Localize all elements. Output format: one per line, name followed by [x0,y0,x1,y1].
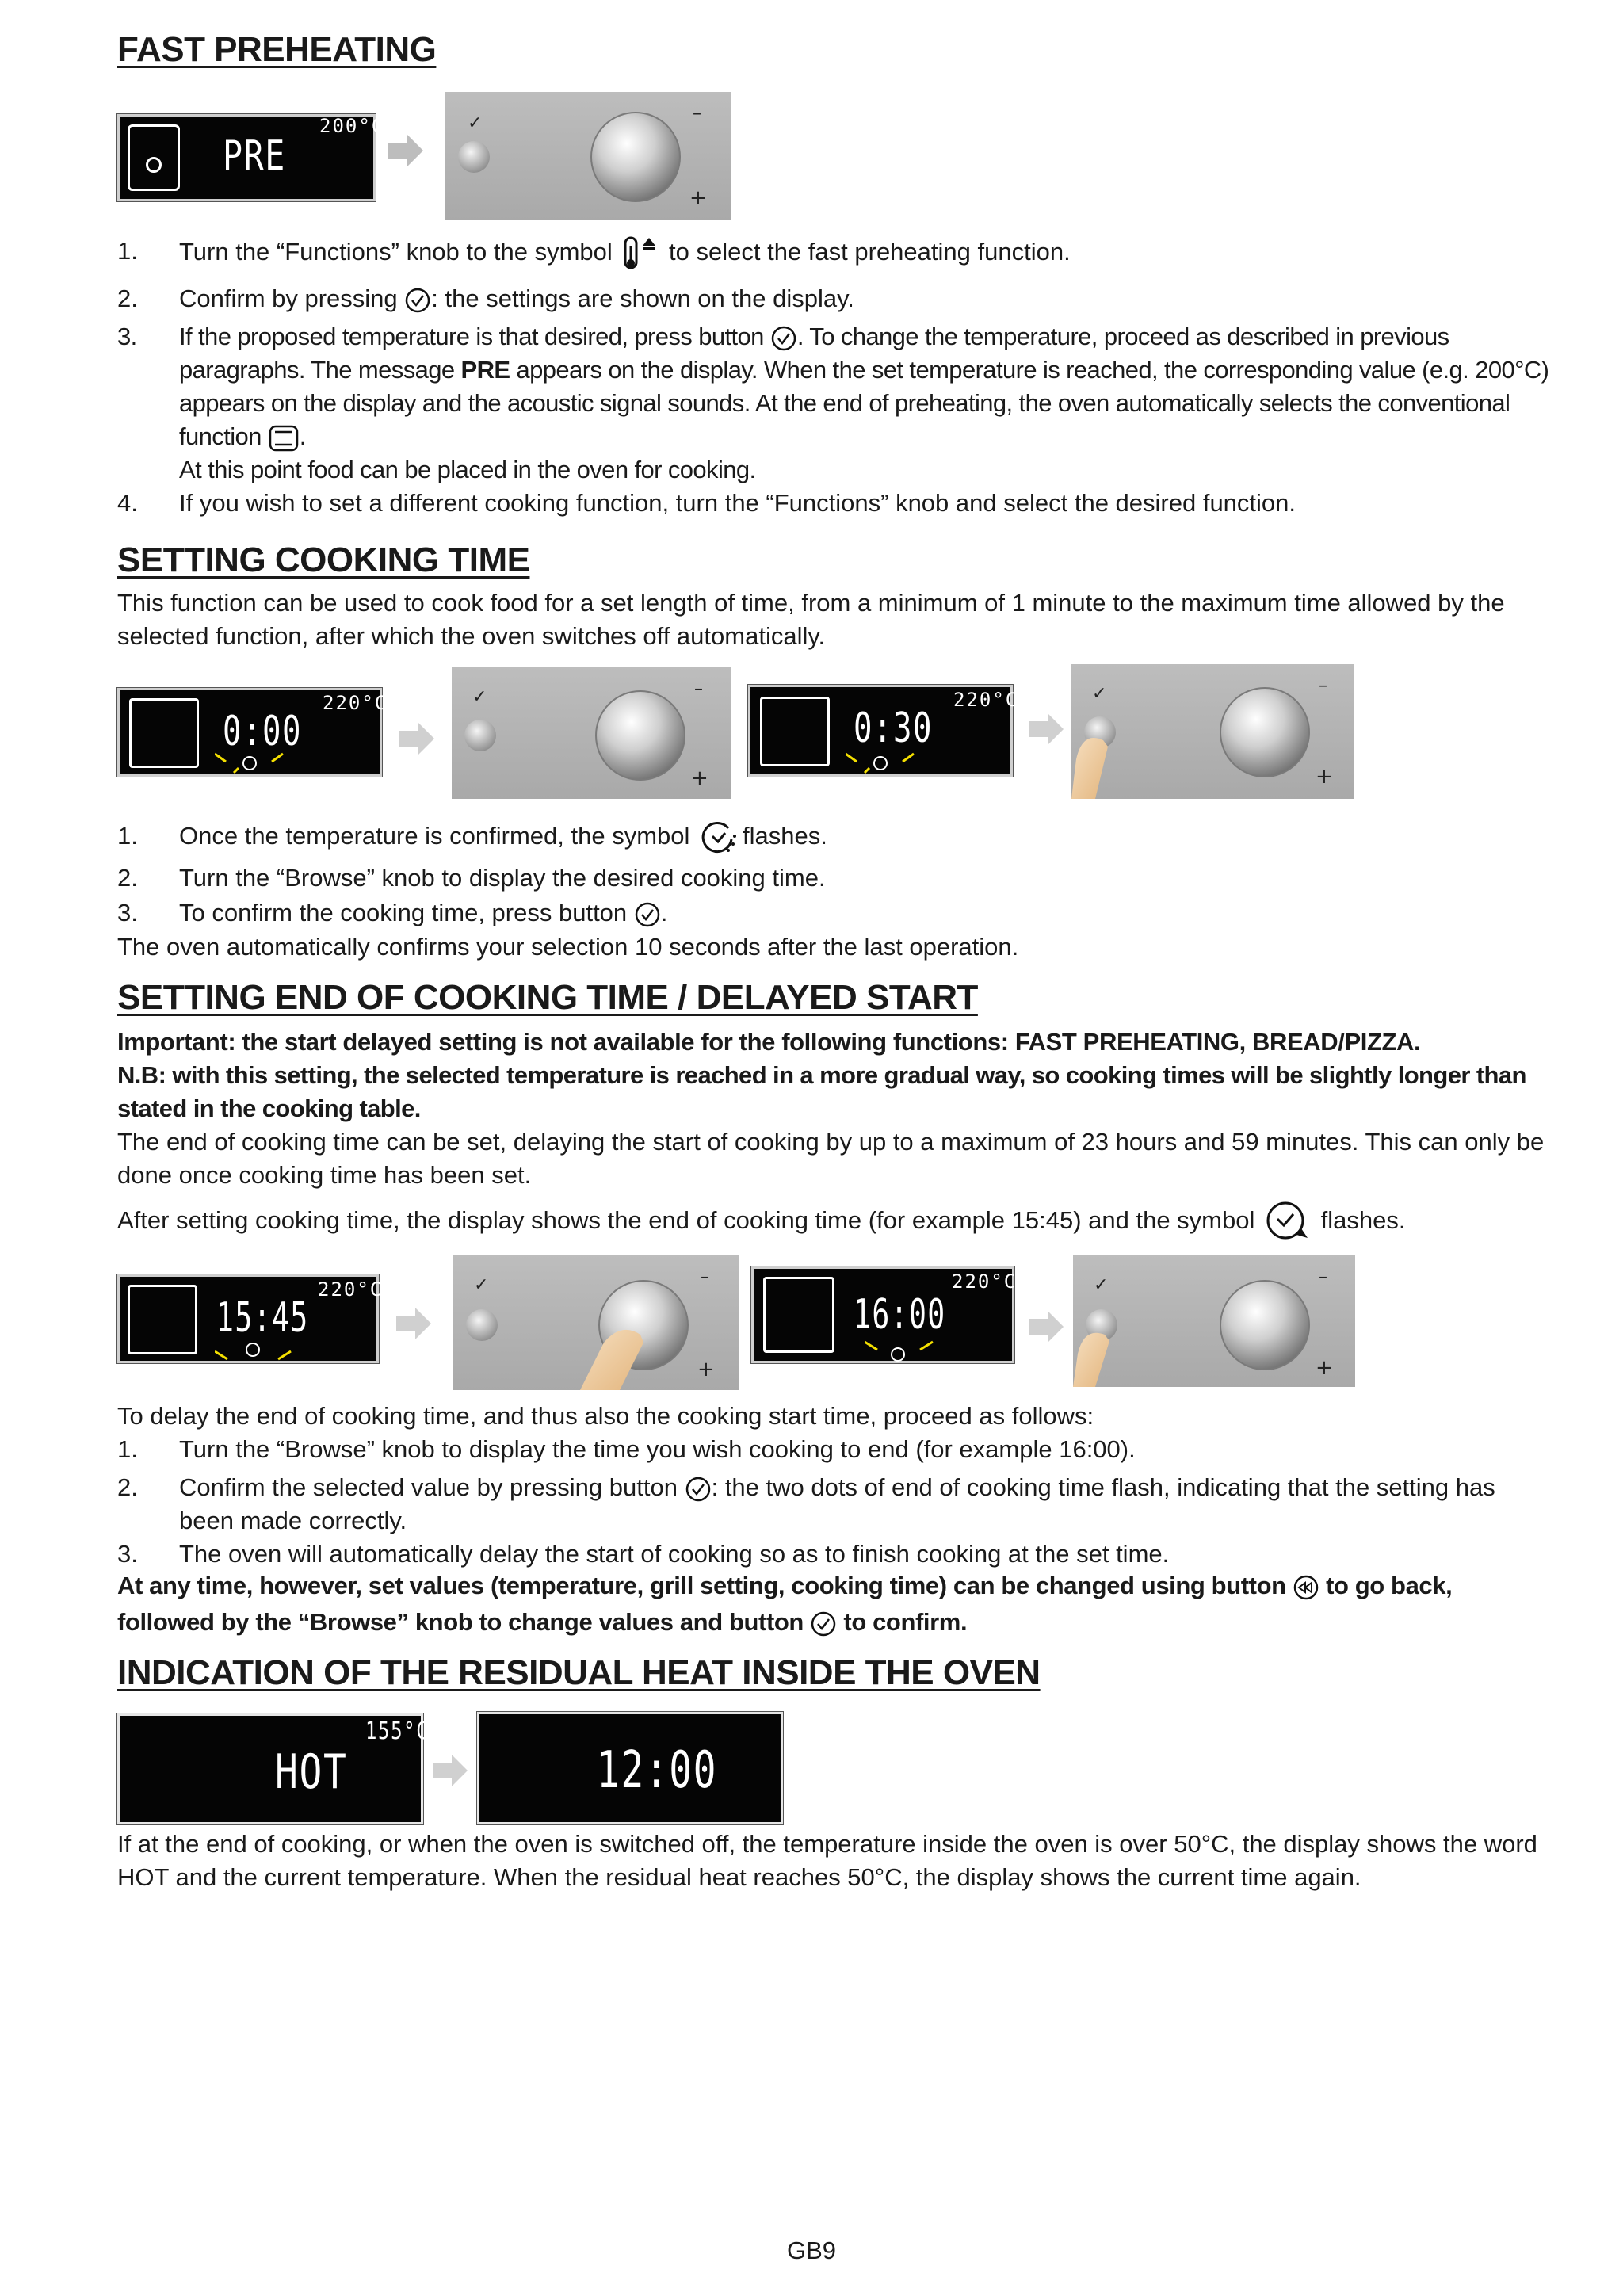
timer-icon [846,751,925,774]
end-time-icon [1262,1200,1314,1244]
display-time: 0:30 [854,705,933,752]
step-number: 4. [117,489,138,517]
svg-text:✓: ✓ [1094,1275,1109,1295]
step-text: Turn the “Functions” knob to the symbol [179,238,613,266]
step [117,320,1553,487]
step-number: 1. [117,822,138,850]
rewind-circle-icon [1293,1574,1319,1601]
oven-display-hot [117,1713,430,1824]
important-note: Important: the start delayed setting is not available for the following functions: FAST PREHEATING, BREAD/PIZZA. [117,1028,1421,1056]
step-text: If you wish to set a different cooking function, turn the “Functions” knob and select the desired function. [179,489,1296,517]
step-text: The oven will automatically delay the start of cooking so as to finish cooking at the set time. [179,1540,1170,1568]
step-text: Once the temperature is confirmed, the symbol [179,822,690,850]
svg-text:✓: ✓ [474,1275,489,1295]
knob-icon [1071,664,1354,799]
check-circle-icon [634,901,661,928]
display-text: HOT [275,1744,348,1800]
control-panel [452,667,731,799]
check-circle-icon [770,325,797,352]
display-time: 12:00 [597,1741,717,1800]
control-panel [445,92,731,220]
step-text: To confirm the cooking time, press button [179,898,628,926]
end-time-paragraph: The end of cooking time can be set, delaying the start of cooking by up to a maximum of 23 hours and 59 minutes. This can only be done once cooking time has been set. [117,1128,1545,1189]
svg-text:✓: ✓ [472,687,487,707]
control-panel [1071,664,1354,799]
control-panel [453,1255,739,1390]
step [117,861,1553,895]
section-title-residual-heat: INDICATION OF THE RESIDUAL HEAT INSIDE THE OVEN [117,1653,1041,1692]
arrow-right-icon [1029,1311,1065,1343]
step-text-end: : the two dots of end of cooking time flash, indicating that the setting has been made correctly. [179,1473,1495,1534]
cooking-time-steps [117,819,1553,930]
step-number: 2. [117,285,138,312]
svg-text:–: – [1319,1267,1327,1287]
step-text: At this point food can be placed in the oven for cooking. [179,456,756,483]
end-time-paragraph-2 [117,1200,1553,1244]
delay-lead: To delay the end of cooking time, and thus also the cooking start time, proceed as follows: [117,1402,1094,1430]
note-text: to go back, followed by the “Browse” knob to change values and button [117,1572,1453,1636]
step-text-end: : the settings are shown on the display. [431,285,854,312]
step [117,487,1553,520]
oven-display-0-00 [117,688,388,777]
paragraph-text: flashes. [1320,1206,1406,1235]
cooking-time-intro: This function can be used to cook food for a set length of time, from a minimum of 1 minute to the maximum time allowed by the selected function, after which the oven switches off automatically. [117,589,1505,650]
svg-text:+: + [697,1358,715,1381]
svg-text:+: + [1316,1356,1333,1380]
nb-note: N.B: with this setting, the selected temperature is reached in a more gradual way, so cooking times will be slightly longer than stated in the cooking table. [117,1061,1526,1122]
display-frame-icon [128,124,180,191]
end-time-icon [215,1340,294,1364]
knob-icon [453,1255,739,1390]
knob-icon [445,92,731,220]
display-frame-icon [128,1285,197,1354]
arrow-right-icon [433,1755,469,1786]
step-number: 1. [117,1435,138,1463]
arrow-right-icon [388,135,425,166]
cooking-time-note: The oven automatically confirms your selection 10 seconds after the last operation. [117,933,1019,961]
step-text-end: to select the fast preheating function. [669,238,1071,266]
conventional-function-icon [268,424,300,453]
page-number: GB9 [786,2237,837,2264]
section-title-end-time: SETTING END OF COOKING TIME / DELAYED START [117,978,978,1017]
step-text: . [299,422,306,450]
svg-text:+: + [1316,765,1333,789]
svg-text:✓: ✓ [1092,684,1107,704]
display-temp: 200°C [319,115,385,137]
knob-icon [1073,1255,1355,1387]
display-temp: 220°C [323,692,388,714]
step-text: If the proposed temperature is that desired, press button [179,323,764,350]
display-temp: 220°C [952,1270,1018,1293]
note-text: to confirm. [843,1608,968,1636]
svg-text:–: – [701,1267,709,1287]
knob-icon [452,667,731,799]
end-time-steps [117,1433,1553,1571]
arrow-right-icon [399,723,436,755]
svg-text:–: – [693,104,701,124]
display-temp: 220°C [318,1278,384,1301]
note-text: At any time, however, set values (temperature, grill setting, cooking time) can be changed using button [117,1572,1286,1599]
control-panel [1073,1255,1355,1387]
display-time: 15:45 [216,1294,309,1342]
change-values-note [117,1568,1553,1641]
step [117,1433,1553,1466]
step-text-bold: PRE [460,356,510,384]
fast-preheating-steps [117,235,1553,520]
section-title-cooking-time: SETTING COOKING TIME [117,541,530,579]
timer-icon [215,751,294,774]
step [117,1538,1553,1571]
step-text: Turn the “Browse” knob to display the desired cooking time. [179,863,826,892]
step [117,1471,1553,1538]
display-frame-icon [129,698,199,768]
step-text: appears on the display. When the set temperature is reached, the corresponding value (e.g. 200°C) appears on the display and the acoustic signal sounds. At the end of preheating, the oven automatically selects the conventional function [179,356,1549,450]
step-number: 3. [117,323,137,350]
oven-display-16-00 [751,1266,1018,1363]
residual-heat-text: If at the end of cooking, or when the oven is switched off, the temperature inside the oven is over 50°C, the display shows the word HOT and the current temperature. When the residual heat reaches 50°C, the display shows the current time again. [117,1830,1537,1891]
display-temp: 155°C [365,1717,430,1745]
step-number: 2. [117,1473,138,1501]
step-number: 3. [117,898,138,926]
step-text-end: flashes. [743,822,827,850]
step-number: 1. [117,237,138,265]
end-time-icon [865,1331,944,1362]
oven-display-0-30 [748,685,1019,777]
svg-text:+: + [689,186,707,210]
step-text: Confirm by pressing [179,285,398,312]
step-text-end: . [660,898,668,926]
step [117,819,1553,855]
svg-text:✓: ✓ [468,113,483,133]
step [117,896,1553,930]
display-time: 16:00 [854,1291,946,1339]
check-circle-icon [404,287,431,314]
svg-text:–: – [1319,676,1327,696]
svg-text:–: – [694,679,703,699]
arrow-right-icon [396,1308,433,1339]
display-temp: 220°C [953,689,1019,711]
fast-preheat-icon [619,235,662,273]
oven-display-15-45 [117,1274,384,1363]
check-circle-icon [810,1610,837,1637]
display-text: PRE [223,132,286,180]
step-text: Confirm the selected value by pressing button [179,1473,678,1501]
step-text: Turn the “Browse” knob to display the time you wish cooking to end (for example 16:00). [179,1435,1136,1463]
paragraph-text: After setting cooking time, the display shows the end of cooking time (for example 15:45) and the symbol [117,1206,1255,1235]
display-time: 0:00 [223,708,302,755]
timer-icon [697,820,743,855]
svg-text:+: + [691,766,708,790]
oven-display-pre [117,114,385,201]
step-number: 3. [117,1540,138,1568]
step [117,282,1553,315]
step [117,235,1553,273]
oven-display-clock [477,1712,783,1824]
arrow-right-icon [1029,713,1065,745]
step-number: 2. [117,863,138,892]
display-frame-icon [760,697,830,766]
display-frame-icon [763,1277,834,1353]
check-circle-icon [685,1476,712,1503]
step-text: . To change the temperature, proceed as described in previous paragraphs. The message [179,323,1449,384]
section-title-fast-preheating: FAST PREHEATING [117,30,437,69]
